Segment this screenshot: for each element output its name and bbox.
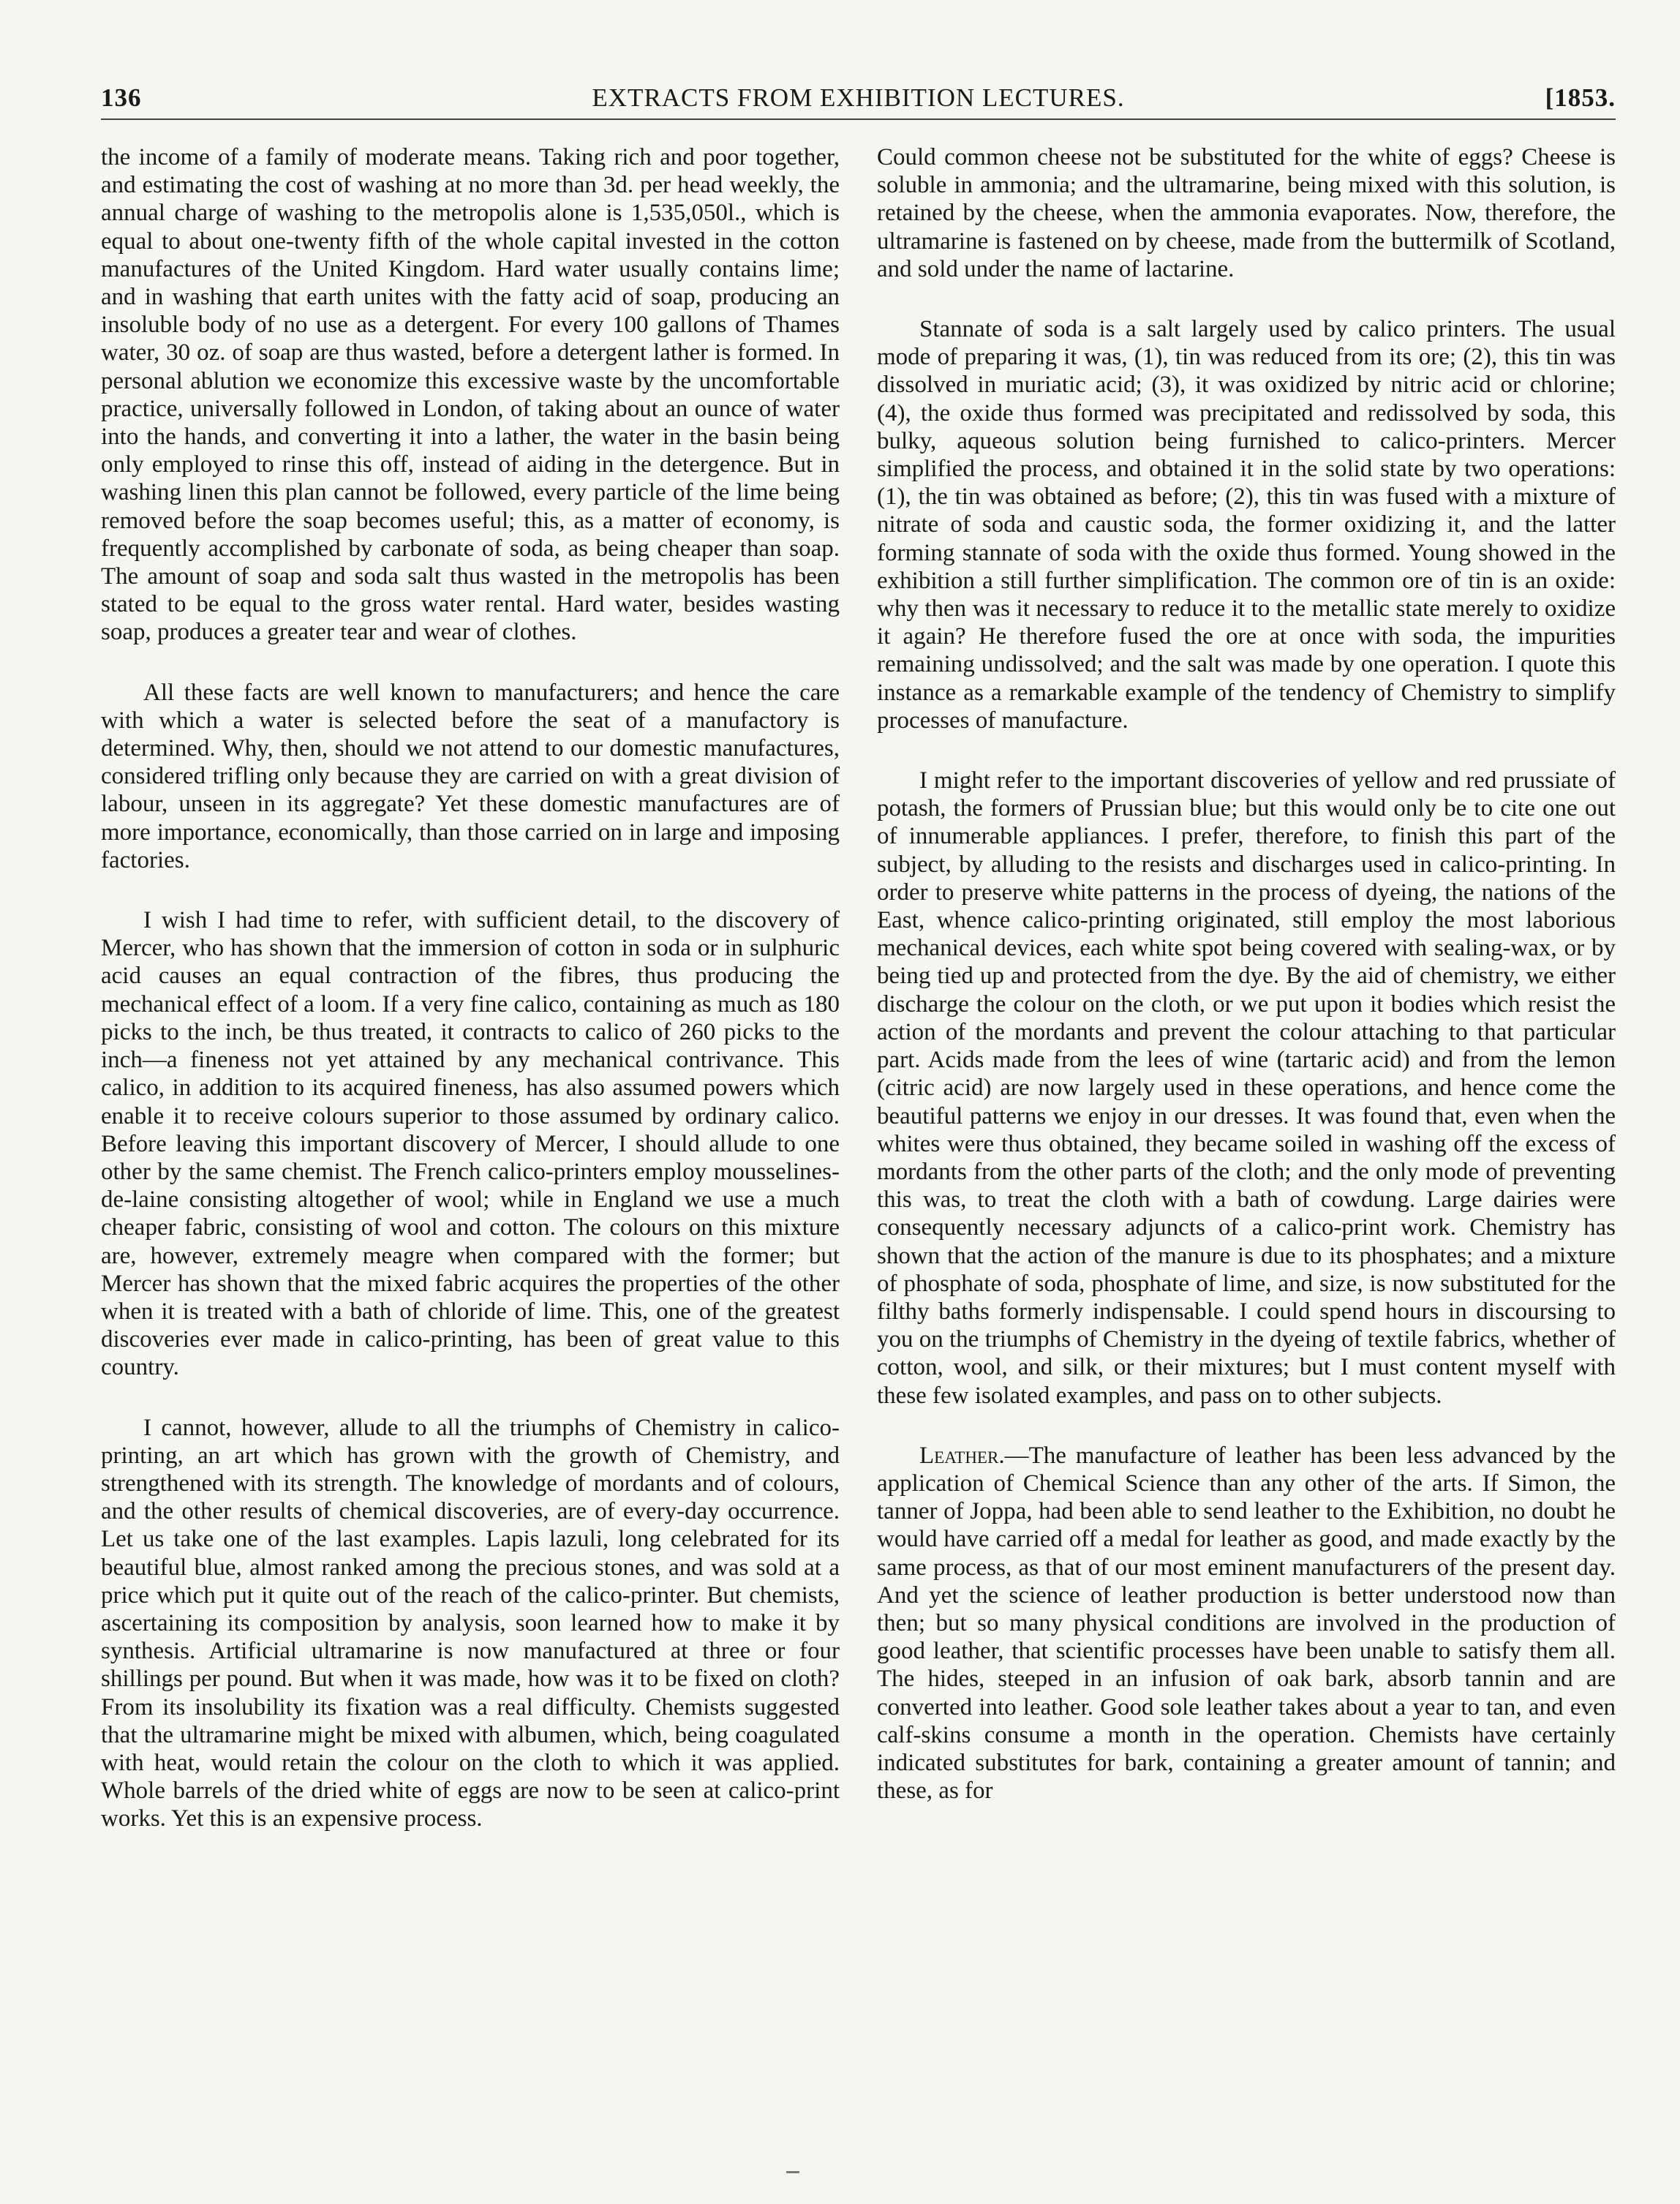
right-column (877, 143, 1616, 1865)
text-columns (101, 143, 1616, 1865)
paragraph: I might refer to the important discoveries of yellow and red prussiate of potash, the formers of Prussian blue; but this would only be to cite one out of innumerable appliances. I prefer, therefore, to finish this part of the subject, by alluding to the resists and discharges used in calico-printing. In order to preserve white patterns in the process of dyeing, the nations of the East, whence calico-printing originated, still employ the most laborious mechanical devices, each white spot being covered with sealing-wax, or by being tied up and protected from the dye. By the aid of chemistry, we either discharge the colour on the cloth, or we put upon it bodies which resist the action of the mordants and prevent the colour attaching to that particular part. Acids made from the lees of wine (tartaric acid) and from the lemon (citric acid) are now largely used in these operations, and hence come the beautiful patterns we enjoy in our dresses. It was found that, even when the whites were thus obtained, they became soiled in washing off the excess of mordants from the other parts of the cloth; and the only mode of preventing this was, to treat the cloth with a bath of cowdung. Large dairies were consequently necessary adjuncts of a calico-print work. Chemistry has shown that the action of the manure is due to its phosphates; and a mixture of phosphate of soda, phosphate of lime, and size, is now substituted for the filthy baths formerly indispensable. I could spend hours in discoursing to you on the triumphs of Chemistry in the dyeing of textile fabrics, whether of cotton, wool, and silk, or their mixtures; but I must content myself with these few isolated examples, and pass on to other subjects. (877, 767, 1616, 1409)
footer-mark (786, 2171, 799, 2173)
leather-paragraph (877, 1442, 1616, 1805)
paragraph: Could common cheese not be substituted for the white of eggs? Cheese is soluble in ammonia; and the ultramarine, being mixed with this solution, is retained by the cheese, when the ammonia evaporates. Now, therefore, the ultramarine is fastened on by cheese, made from the buttermilk of Scotland, and sold under the name of lactarine. (877, 144, 1616, 282)
paragraph: I wish I had time to refer, with sufficient detail, to the discovery of Mercer, who has shown that the immersion of cotton in soda or in sulphuric acid causes an equal contraction of the fibres, thus producing the mechanical effect of a loom. If a very fine calico, containing as much as 180 picks to the inch, be thus treated, it contracts to calico of 260 picks to the inch—a fineness not yet attained by any mechanical contrivance. This calico, in addition to its acquired fineness, has also assumed powers which enable it to receive colours superior to those assumed by ordinary calico. Before leaving this important discovery of Mercer, I should allude to one other by the same chemist. The French calico-printers employ mousselines-de-laine consisting altogether of wool; while in England we use a much cheaper fabric, consisting of wool and cotton. The colours on this mixture are, however, extremely meagre when compared with the former; but Mercer has shown that the mixed fabric acquires the properties of the other when it is treated with a bath of chloride of lime. This, one of the greatest discoveries ever made in calico-printing, has been of great value to this country. (101, 907, 840, 1381)
paragraph: Stannate of soda is a salt largely used by calico printers. The usual mode of preparing it was, (1), tin was reduced from its ore; (2), this tin was dissolved in muriatic acid; (3), it was oxidized by nitric acid or chlorine; (4), the oxide thus formed was precipitated and redissolved by soda, this bulky, aqueous solution being furnished to calico-printers. Mercer simplified the process, and obtained it in the solid state by two operations: (1), the tin was obtained as before; (2), this tin was fused with a mixture of nitrate of soda and caustic soda, the former oxidizing it, and the latter forming stannate of soda with the oxide thus formed. Young showed in the exhibition a still further simplification. The common ore of tin is an oxide: why then was it necessary to reduce it to the metallic state merely to oxidize it again? He therefore fused the ore at once with soda, the impurities remaining undissolved; and the salt was made by one operation. I quote this instance as a remarkable example of the tendency of Chemistry to simplify processes of manufacture. (877, 316, 1616, 734)
running-title: EXTRACTS FROM EXHIBITION LECTURES. (592, 83, 1125, 112)
paragraph: I cannot, however, allude to all the triumphs of Chemistry in calico-printing, an art which has grown with the growth of Chemistry, and strengthened with its strength. The knowledge of mordants and of colours, and the other results of chemical discoveries, are of every-day occurrence. Let us take one of the last examples. Lapis lazuli, long celebrated for its beautiful blue, almost ranked among the precious stones, and was sold at a price which put it quite out of the reach of the calico-printer. But chemists, ascertaining its composition by analysis, soon learned how to make it by synthesis. Artificial ultramarine is now manufactured at three or four shillings per pound. But when it was made, how was it to be fixed on cloth? From its insolubility its fixation was a real difficulty. Chemists suggested that the ultramarine might be mixed with albumen, which, being coagulated with heat, would retain the colour on the cloth to which it was applied. Whole barrels of the dried white of eggs are now to be seen at calico-print works. Yet this is an expensive process. (101, 1414, 840, 1832)
section-heading-leather: Leather. (919, 1442, 1005, 1469)
page-number: 136 (101, 83, 142, 112)
paragraph: All these facts are well known to manufacturers; and hence the care with which a water is selected before the seat of a manufactory is determined. Why, then, should we not attend to our domestic manufactures, considered trifling only because they are carried on with a great division of labour, unseen in its aggregate? Yet these domestic manufactures are of more importance, economically, than those carried on in large and imposing factories. (101, 679, 840, 873)
leather-text: —The manufacture of leather has been less advanced by the application of Chemical Science than any other of the arts. If Simon, the tanner of Joppa, had been able to send leather to the Exhibition, no doubt he would have carried off a medal for leather as good, and made exactly by the same process, as that of our most eminent manufacturers of the present day. And yet the science of leather production is better understood now than then; but so many physical conditions are involved in the production of good leather, that scientific processes have been unable to satisfy them all. The hides, steeped in an infusion of oak bark, absorb tannin and are converted into leather. Good sole leather takes about a year to tan, and even calf-skins consume a month in the operation. Chemists have certainly indicated substitutes for bark, containing a greater amount of tannin; and these, as for (877, 1442, 1616, 1805)
paragraph: the income of a family of moderate means. Taking rich and poor together, and estimating the cost of washing at no more than 3d. per head weekly, the annual charge of washing to the metropolis alone is 1,535,050l., which is equal to about one-twenty fifth of the whole capital invested in the cotton manufactures of the United Kingdom. Hard water usually contains lime; and in washing that earth unites with the fatty acid of soap, producing an insoluble body of no use as a detergent. For every 100 gallons of Thames water, 30 oz. of soap are thus wasted, before a detergent lather is formed. In personal ablution we economize this excessive waste by the uncomfortable practice, universally followed in London, of taking about an ounce of water into the hands, and converting it into a lather, the water in the basin being only employed to rinse this off, instead of aiding in the detergence. But in washing linen this plan cannot be followed, every particle of the lime being removed before the soap becomes useful; this, as a matter of economy, is frequently accomplished by carbonate of soda, as being cheaper than soap. The amount of soap and soda salt thus wasted in the metropolis has been stated to be equal to the gross water rental. Hard water, besides wasting soap, produces a greater tear and wear of clothes. (101, 144, 840, 646)
running-header (101, 82, 1616, 120)
left-column (101, 143, 840, 1865)
running-year: [1853. (1545, 83, 1616, 112)
